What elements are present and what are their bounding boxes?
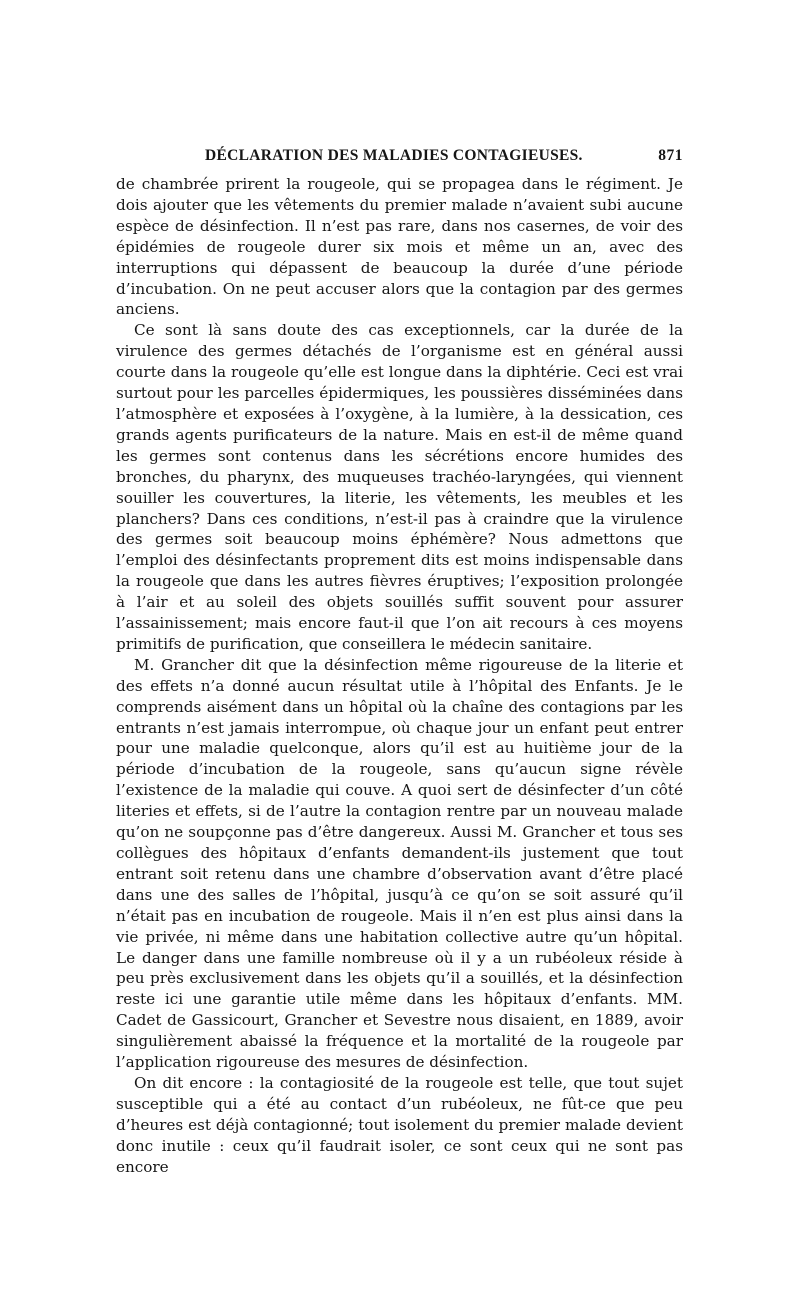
paragraph: Ce sont là sans doute des cas exceptionnels, car la durée de la virulence des germes détachés de l’organisme est en général aussi courte dans la rougeole qu’elle est longue dans la diphtérie. Ceci est vrai surtout pour les parcelles épidermiques, les poussières disséminées dans l’atmosphère et exposées à l’oxygène, à la lumière, à la dessication, ces grands agents purificateurs de la nature. Mais en est-il de même quand les germes sont contenus dans les sécrétions encore humides des bronches, du pharynx, des muqueuses trachéo-laryngées, qui viennent souiller les couvertures, la literie, les vêtements, les meubles et les planchers? Dans ces conditions, n’est-il pas à craindre que la virulence des germes soit beaucoup moins éphémère? Nous admettons que l’emploi des désinfectants proprement dits est moins indispensable dans la rougeole que dans les autres fièvres éruptives; l’exposition prolongée à l’air et au soleil des objets souillés suffit souvent pour assurer l’assainissement; mais encore faut-il que l’on ait recours à ces moyens primitifs de purification, que conseillera le médecin sanitaire. bbox=[116, 321, 683, 653]
body-text bbox=[116, 174, 683, 1178]
running-title: DÉCLARATION DES MALADIES CONTAGIEUSES. bbox=[205, 147, 583, 164]
paragraph: M. Grancher dit que la désinfection même rigoureuse de la literie et des effets n’a donné aucun résultat utile à l’hôpital des Enfants. Je le comprends aisément dans un hôpital où la chaîne des contagions par les entrants n’est jamais interrompue, où chaque jour un enfant peut entrer pour une maladie quelconque, alors qu’il est au huitième jour de la période d’incubation de la rougeole, sans qu’aucun signe révèle l’existence de la maladie qui couve. A quoi sert de désinfecter d’un côté literies et effets, si de l’autre la contagion rentre par un nouveau malade qu’on ne soupçonne pas d’être dangereux. Aussi M. Grancher et tous ses collègues des hôpitaux d’enfants demandent-ils justement que tout entrant soit retenu dans une chambre d’observation avant d’être placé dans une des salles de l’hôpital, jusqu’à ce qu’on se soit assuré qu’il n’était pas en incubation de rougeole. Mais il n’en est plus ainsi dans la vie privée, ni même dans une habitation collective autre qu’un hôpital. Le danger dans une famille nombreuse où il y a un rubéoleux réside à peu près exclusivement dans les objets qu’il a souillés, et la désinfection reste ici une garantie utile même dans les hôpitaux d’enfants. MM. Cadet de Gassicourt, Grancher et Sevestre nous disaient, en 1889, avoir singulièrement abaissé la fréquence et la mortalité de la rougeole par l’application rigoureuse des mesures de désinfection. bbox=[116, 655, 683, 1072]
running-header bbox=[116, 146, 683, 174]
document-page bbox=[116, 146, 683, 1178]
paragraph-continued: de chambrée prirent la rougeole, qui se propagea dans le régiment. Je dois ajouter que les vêtements du premier malade n’avaient subi aucune espèce de désinfection. Il n’est pas rare, dans nos casernes, de voir des épidémies de rougeole durer six mois et même un an, avec des interruptions qui dépassent de beaucoup la durée d’une période d’incubation. On ne peut accuser alors que la contagion par des germes anciens. bbox=[116, 175, 683, 319]
paragraph: On dit encore : la contagiosité de la rougeole est telle, que tout sujet susceptible qui a été au contact d’un rubéoleux, ne fût-ce que peu d’heures est déjà contagionné; tout isolement du premier malade devient donc inutile : ceux qu’il faudrait isoler, ce sont ceux qui ne sont pas encore bbox=[116, 1073, 683, 1176]
page-number: 871 bbox=[658, 147, 683, 164]
